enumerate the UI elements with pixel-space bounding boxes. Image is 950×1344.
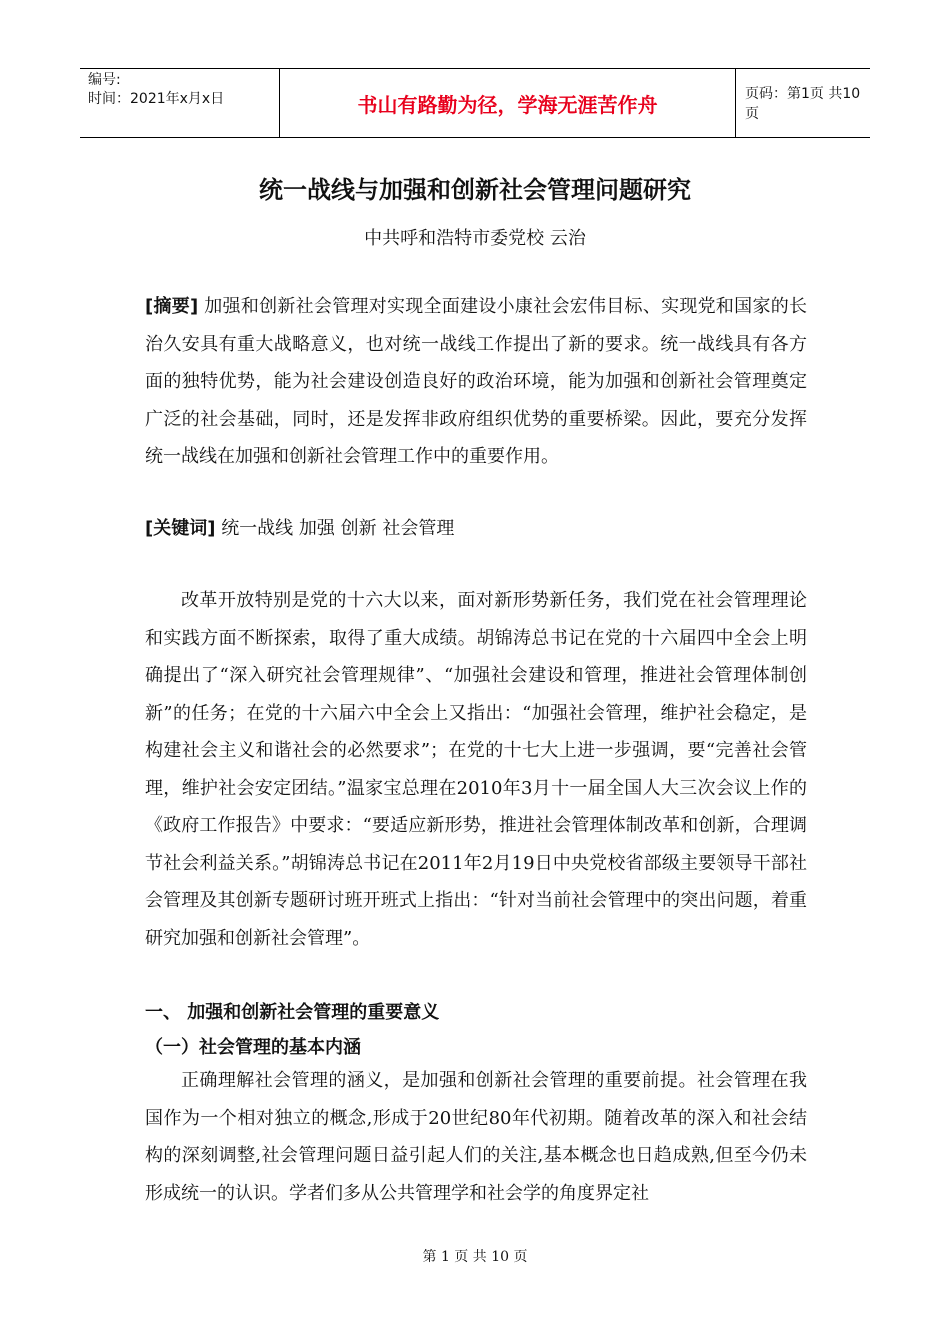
- section-heading: 一、 加强和创新社会管理的重要意义: [145, 1002, 440, 1023]
- abstract-label: [摘要]: [145, 296, 199, 317]
- abstract-text: 加强和创新社会管理对实现全面建设小康社会宏伟目标、实现党和国家的长治久安具有重大战略意义，也对统一战线工作提出了新的要求。统一战线具有各方面的独特优势，能为社会建设创造良好的政治环境，能为加强和创新社会管理奠定广泛的社会基础，同时，还是发挥非政府组织优势的重要桥梁。因此，要充分发挥统一战线在加强和创新社会管理工作中的重要作用。: [145, 296, 807, 467]
- doc-number-label: 编号:: [88, 72, 121, 88]
- body-paragraph: 正确理解社会管理的涵义，是加强和创新社会管理的重要前提。社会管理在我国作为一个相对独立的概念,形成于20世纪80年代初期。随着改革的深入和社会结构的深刻调整,社会管理问题日益引起人们的关注,基本概念也日趋成熟,但至今仍未形成统一的认识。学者们多从公共管理学和社会学的角度界定社: [145, 1070, 807, 1204]
- keywords-text: 统一战线 加强 创新 社会管理: [221, 518, 455, 539]
- page-footer: 第 1 页 共 10 页: [422, 1249, 528, 1265]
- doc-time-label: 时间：2021年x月x日: [88, 91, 225, 107]
- document-title: 统一战线与加强和创新社会管理问题研究: [259, 176, 691, 204]
- header-motto: 书山有路勤为径，学海无涯苦作舟: [280, 69, 736, 137]
- intro-paragraph: 改革开放特别是党的十六大以来，面对新形势新任务，我们党在社会管理理论和实践方面不断探索，取得了重大成绩。胡锦涛总书记在党的十六届四中全会上明确提出了“深入研究社会管理规律”、“加强社会建设和管理，推进社会管理体制创新”的任务；在党的十六届六中全会上又指出：“加强社会管理，维护社会稳定，是构建社会主义和谐社会的必然要求”；在党的十七大上进一步强调，要“完善社会管理，维护社会安定团结。”温家宝总理在2010年3月十一届全国人大三次会议上作的《政府工作报告》中要求：“要适应新形势，推进社会管理体制改革和创新，合理调节社会利益关系。”胡锦涛总书记在2011年2月19日中央党校省部级主要领导干部社会管理及其创新专题研讨班开班式上指出：“针对当前社会管理中的突出问题，着重研究加强和创新社会管理”。: [145, 590, 807, 949]
- subsection-heading: （一）社会管理的基本内涵: [145, 1037, 361, 1058]
- header-page-info: 页码：第1页 共10页: [745, 86, 861, 122]
- header-meta-cell: [80, 69, 280, 137]
- keywords-paragraph: [145, 510, 807, 548]
- page-header-table: [80, 68, 870, 138]
- keywords-label: [关键词]: [145, 518, 216, 539]
- document-author: 中共呼和浩特市委党校 云治: [364, 228, 586, 249]
- abstract-paragraph: [145, 288, 807, 476]
